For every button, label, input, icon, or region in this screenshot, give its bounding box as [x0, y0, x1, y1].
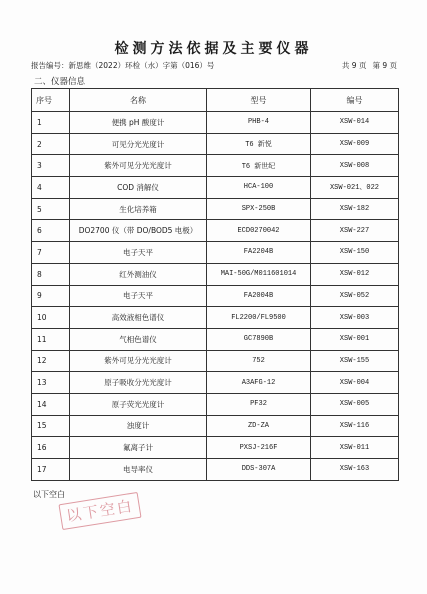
- cell-name: 浊度计: [70, 415, 207, 437]
- table-row: [32, 415, 399, 437]
- table-row: [32, 372, 399, 394]
- table-row: [32, 263, 399, 285]
- cell-name: 电子天平: [70, 242, 207, 264]
- cell-name: 紫外可见分光光度计: [70, 155, 207, 177]
- cell-model: PXSJ-216F: [207, 437, 311, 459]
- cell-model: PHB-4: [207, 112, 311, 134]
- cell-code: XSW-150: [311, 242, 399, 264]
- cell-model: T6 新悦: [207, 133, 311, 155]
- header-code: 编号: [311, 89, 399, 112]
- cell-model: HCA-100: [207, 177, 311, 199]
- cell-code: XSW-009: [311, 133, 399, 155]
- table-row: [32, 285, 399, 307]
- cell-no: 7: [32, 242, 70, 264]
- table-row: [32, 350, 399, 372]
- cell-model: ECD0270042: [207, 220, 311, 242]
- cell-code: XSW-014: [311, 112, 399, 134]
- blank-below-stamp: 以下空白: [58, 492, 141, 530]
- cell-code: XSW-116: [311, 415, 399, 437]
- cell-name: 高效液相色谱仪: [70, 307, 207, 329]
- cell-no: 9: [32, 285, 70, 307]
- cell-code: XSW-155: [311, 350, 399, 372]
- cell-no: 15: [32, 415, 70, 437]
- cell-model: FL2200/FL9500: [207, 307, 311, 329]
- cell-name: 紫外可见分光光度计: [70, 350, 207, 372]
- cell-no: 11: [32, 328, 70, 350]
- cell-code: XSW-008: [311, 155, 399, 177]
- cell-code: XSW-052: [311, 285, 399, 307]
- table-row: [32, 155, 399, 177]
- cell-no: 10: [32, 307, 70, 329]
- table-row: [32, 437, 399, 459]
- cell-model: ZD-ZA: [207, 415, 311, 437]
- blank-below-note: 以下空白: [33, 490, 65, 499]
- instrument-table-wrap: [31, 88, 398, 481]
- table-row: [32, 177, 399, 199]
- cell-model: PF32: [207, 393, 311, 415]
- table-header-row: [32, 89, 399, 112]
- cell-code: XSW-182: [311, 198, 399, 220]
- cell-name: 电导率仪: [70, 459, 207, 481]
- cell-no: 13: [32, 372, 70, 394]
- cell-name: 气相色谱仪: [70, 328, 207, 350]
- instrument-table: [31, 88, 399, 481]
- cell-model: A3AFG-12: [207, 372, 311, 394]
- total-pages: 共 9 页: [341, 61, 367, 70]
- cell-name: 原子荧光光度计: [70, 393, 207, 415]
- cell-code: XSW-003: [311, 307, 399, 329]
- cell-model: GC7890B: [207, 328, 311, 350]
- cell-no: 4: [32, 177, 70, 199]
- cell-code: XSW-005: [311, 393, 399, 415]
- cell-model: 752: [207, 350, 311, 372]
- header-no: 序号: [32, 89, 70, 112]
- report-number: 报告编号：新思维（2022）环检（水）字第（016）号: [31, 61, 215, 70]
- header-model: 型号: [207, 89, 311, 112]
- cell-name: COD 消解仪: [70, 177, 207, 199]
- cell-model: MAI-50G/M011601014: [207, 263, 311, 285]
- cell-model: FA2204B: [207, 242, 311, 264]
- cell-code: XSW-011: [311, 437, 399, 459]
- table-row: [32, 393, 399, 415]
- document-title: 检测方法依据及主要仪器: [114, 41, 313, 57]
- table-row: [32, 112, 399, 134]
- page-number: 第 9 页: [372, 61, 397, 70]
- cell-no: 14: [32, 393, 70, 415]
- cell-name: 氟离子计: [70, 437, 207, 459]
- table-row: [32, 459, 399, 481]
- table-row: [32, 220, 399, 242]
- section-heading: 二、仪器信息: [34, 77, 86, 87]
- cell-code: XSW-021、022: [311, 177, 399, 199]
- table-row: [32, 307, 399, 329]
- cell-model: T6 新世纪: [207, 155, 311, 177]
- cell-name: 电子天平: [70, 285, 207, 307]
- cell-no: 16: [32, 437, 70, 459]
- table-row: [32, 328, 399, 350]
- page-info: [342, 60, 397, 71]
- cell-code: XSW-001: [311, 328, 399, 350]
- table-row: [32, 242, 399, 264]
- cell-name: 原子吸收分光光度计: [70, 372, 207, 394]
- cell-name: DO2700 仪（带 DO/BOD5 电极）: [70, 220, 207, 242]
- header-name: 名称: [70, 89, 207, 112]
- table-row: [32, 198, 399, 220]
- cell-model: DDS-307A: [207, 459, 311, 481]
- cell-name: 可见分光光度计: [70, 133, 207, 155]
- cell-no: 17: [32, 459, 70, 481]
- cell-no: 3: [32, 155, 70, 177]
- cell-no: 8: [32, 263, 70, 285]
- cell-no: 2: [32, 133, 70, 155]
- cell-model: FA2004B: [207, 285, 311, 307]
- cell-code: XSW-012: [311, 263, 399, 285]
- cell-no: 6: [32, 220, 70, 242]
- cell-model: SPX-250B: [207, 198, 311, 220]
- table-body: [32, 112, 399, 481]
- cell-code: XSW-163: [311, 459, 399, 481]
- cell-code: XSW-227: [311, 220, 399, 242]
- cell-code: XSW-004: [311, 372, 399, 394]
- cell-no: 5: [32, 198, 70, 220]
- cell-no: 12: [32, 350, 70, 372]
- cell-name: 便携 pH 酸度计: [70, 112, 207, 134]
- cell-no: 1: [32, 112, 70, 134]
- cell-name: 生化培养箱: [70, 198, 207, 220]
- table-row: [32, 133, 399, 155]
- cell-name: 红外测油仪: [70, 263, 207, 285]
